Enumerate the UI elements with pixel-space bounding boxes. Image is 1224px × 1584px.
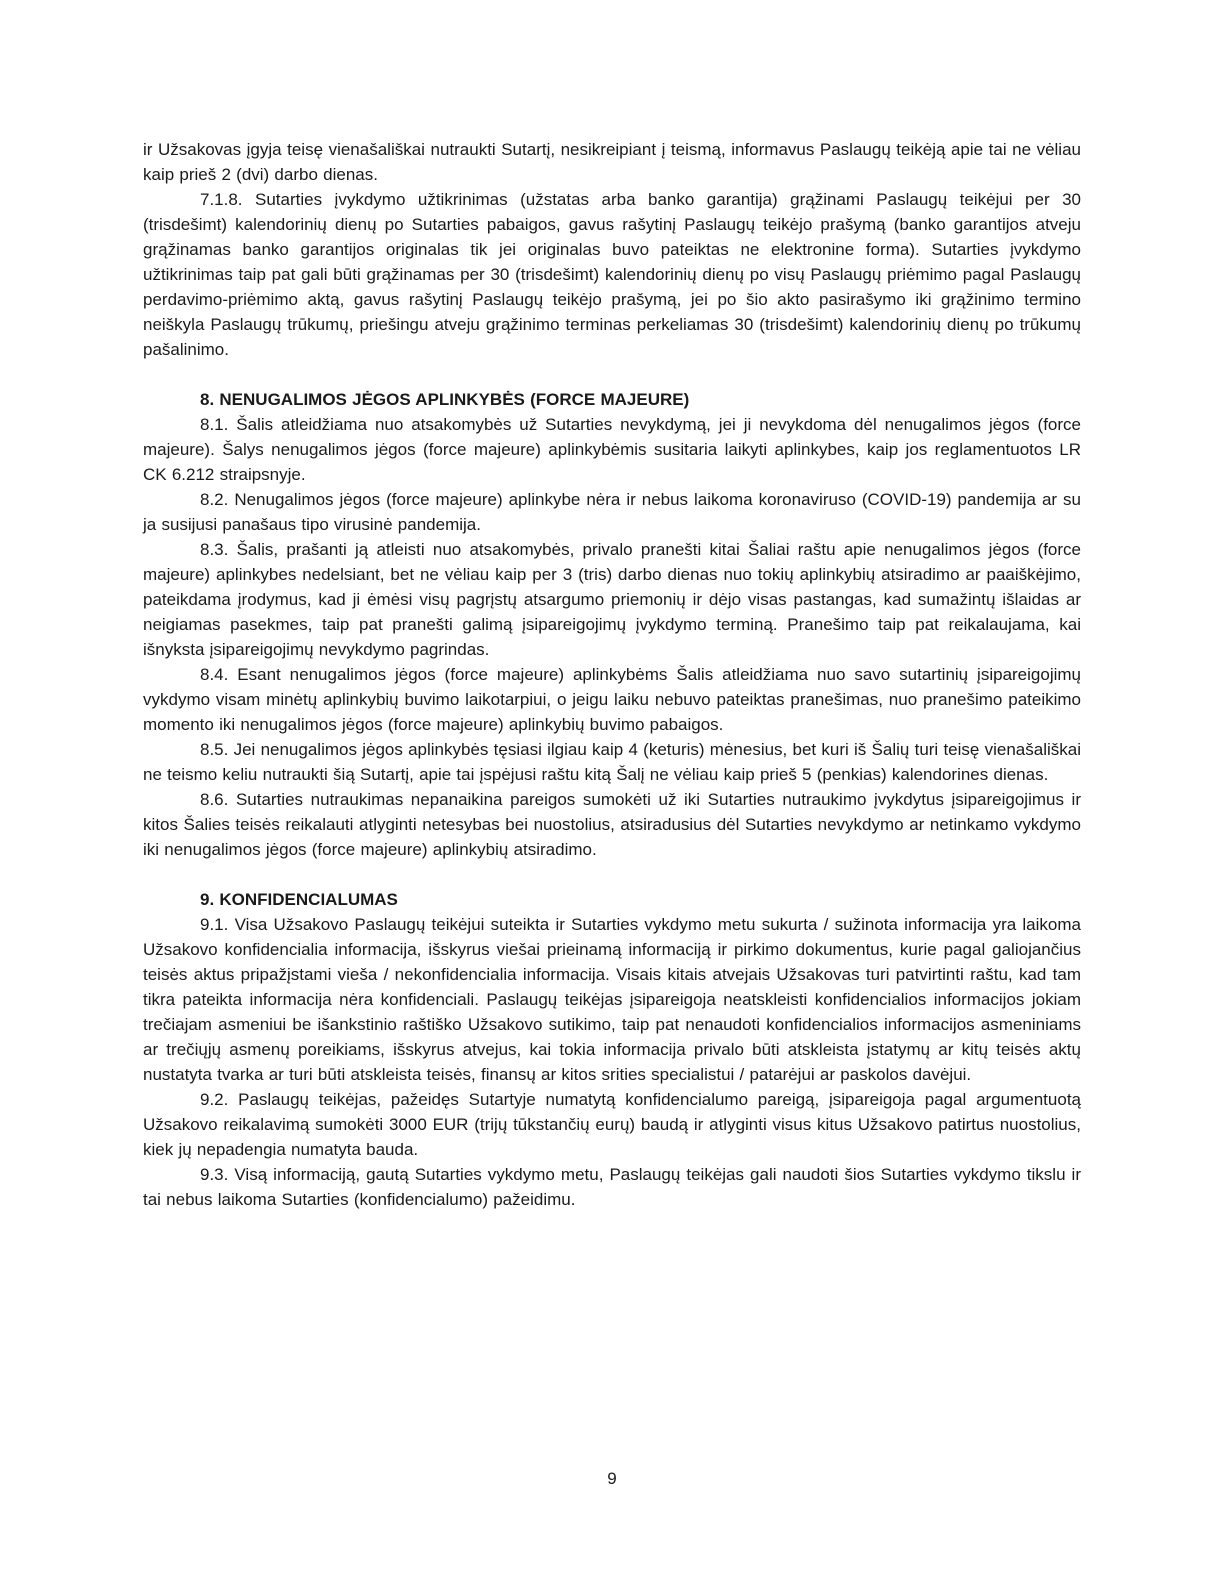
paragraph: 9.2. Paslaugų teikėjas, pažeidęs Sutartyje numatytą konfidencialumo pareigą, įsipareigoja pagal argumentuotą Užsakovo reikalavimą sumokėti 3000 EUR (trijų tūkstančių eurų) baudą ir atlyginti visus kitus Užsakovo patirtus nuostolius, kiek jų nepadengia numatyta bauda. bbox=[143, 1090, 1081, 1159]
page-number: 9 bbox=[607, 1469, 617, 1488]
paragraph: 8.4. Esant nenugalimos jėgos (force majeure) aplinkybėms Šalis atleidžiama nuo savo sutartinių įsipareigojimų vykdymo visam minėtų aplinkybių buvimo laikotarpiui, o jeigu laiku nebuvo pateiktas pranešimas, nuo pranešimo pateikimo momento iki nenugalimos jėgos (force majeure) aplinkybių buvimo pabaigos. bbox=[143, 665, 1081, 734]
paragraph: 9.1. Visa Užsakovo Paslaugų teikėjui suteikta ir Sutarties vykdymo metu sukurta / sužinota informacija yra laikoma Užsakovo konfidencialia informacija, išskyrus viešai prieinamą informaciją ir pirkimo dokumentus, kurie pagal galiojančius teisės aktus pripažįstami vieša / nekonfidencialia informacija. Visais kitais atvejais Užsakovas turi patvirtinti raštu, kad tam tikra pateikta informacija nėra konfidenciali. Paslaugų teikėjas įsipareigoja neatskleisti konfidencialios informacijos jokiam trečiajam asmeniui be išankstinio raštiško Užsakovo sutikimo, taip pat nenaudoti konfidencialios informacijos asmeniniams ar trečiųjų asmenų poreikiams, išskyrus atvejus, kai tokia informacija privalo būti atskleista įstatymų ar kitų teisės aktų nustatyta tvarka ar turi būti atskleista teisės, finansų ar kitos srities specialistui / patarėjui ar paskolos davėjui. bbox=[143, 915, 1081, 1084]
paragraph: 8.5. Jei nenugalimos jėgos aplinkybės tęsiasi ilgiau kaip 4 (keturis) mėnesius, bet kuri iš Šalių turi teisę vienašališkai ne teismo keliu nutraukti šią Sutartį, apie tai įspėjusi raštu kitą Šalį ne vėliau kaip prieš 5 (penkias) kalendorines dienas. bbox=[143, 740, 1081, 784]
section-heading: 8. NENUGALIMOS JĖGOS APLINKYBĖS (FORCE MAJEURE) bbox=[200, 390, 690, 409]
paragraph: ir Užsakovas įgyja teisę vienašališkai nutraukti Sutartį, nesikreipiant į teismą, informavus Paslaugų teikėją apie tai ne vėliau kaip prieš 2 (dvi) darbo dienas. bbox=[143, 140, 1081, 184]
paragraph: 8.1. Šalis atleidžiama nuo atsakomybės už Sutarties nevykdymą, jei ji nevykdoma dėl nenugalimos jėgos (force majeure). Šalys nenugalimos jėgos (force majeure) aplinkybėmis susitaria laikyti aplinkybes, kaip jos reglamentuotos LR CK 6.212 straipsnyje. bbox=[143, 415, 1081, 484]
paragraph: 7.1.8. Sutarties įvykdymo užtikrinimas (užstatas arba banko garantija) grąžinami Paslaugų teikėjui per 30 (trisdešimt) kalendorinių dienų po Sutarties pabaigos, gavus rašytinį Paslaugų teikėjo prašymą (banko garantijos atveju grąžinamas banko garantijos originalas tik jei originalas buvo pateiktas ne elektronine forma). Sutarties įvykdymo užtikrinimas taip pat gali būti grąžinamas per 30 (trisdešimt) kalendorinių dienų po visų Paslaugų priėmimo pagal Paslaugų perdavimo-priėmimo aktą, gavus rašytinį Paslaugų teikėjo prašymą, jei po šio akto pasirašymo iki grąžinimo termino neiškyla Paslaugų trūkumų, priešingu atveju grąžinimo terminas perkeliamas 30 (trisdešimt) kalendorinių dienų po trūkumų pašalinimo. bbox=[143, 190, 1081, 359]
page-body bbox=[143, 137, 1081, 1212]
paragraph: 8.3. Šalis, prašanti ją atleisti nuo atsakomybės, privalo pranešti kitai Šaliai raštu apie nenugalimos jėgos (force majeure) aplinkybes nedelsiant, bet ne vėliau kaip per 3 (tris) darbo dienas nuo tokių aplinkybių atsiradimo ar paaiškėjimo, pateikdama įrodymus, kad ji ėmėsi visų pagrįstų atsargumo priemonių ir dėjo visas pastangas, kad sumažintų išlaidas ar neigiamas pasekmes, taip pat pranešti galimą įsipareigojimų įvykdymo terminą. Pranešimo taip pat reikalaujama, kai išnyksta įsipareigojimų nevykdymo pagrindas. bbox=[143, 540, 1081, 659]
paragraph: 8.2. Nenugalimos jėgos (force majeure) aplinkybe nėra ir nebus laikoma koronaviruso (COVID-19) pandemija ar su ja susijusi panašaus tipo virusinė pandemija. bbox=[143, 490, 1081, 534]
section-heading: 9. KONFIDENCIALUMAS bbox=[200, 890, 398, 909]
paragraph: 9.3. Visą informaciją, gautą Sutarties vykdymo metu, Paslaugų teikėjas gali naudoti šios Sutarties vykdymo tikslu ir tai nebus laikoma Sutarties (konfidencialumo) pažeidimu. bbox=[143, 1165, 1081, 1209]
paragraph: 8.6. Sutarties nutraukimas nepanaikina pareigos sumokėti už iki Sutarties nutraukimo įvykdytus įsipareigojimus ir kitos Šalies teisės reikalauti atlyginti netesybas bei nuostolius, atsiradusius dėl Sutarties nevykdymo ar netinkamo vykdymo iki nenugalimos jėgos (force majeure) aplinkybių atsiradimo. bbox=[143, 790, 1081, 859]
